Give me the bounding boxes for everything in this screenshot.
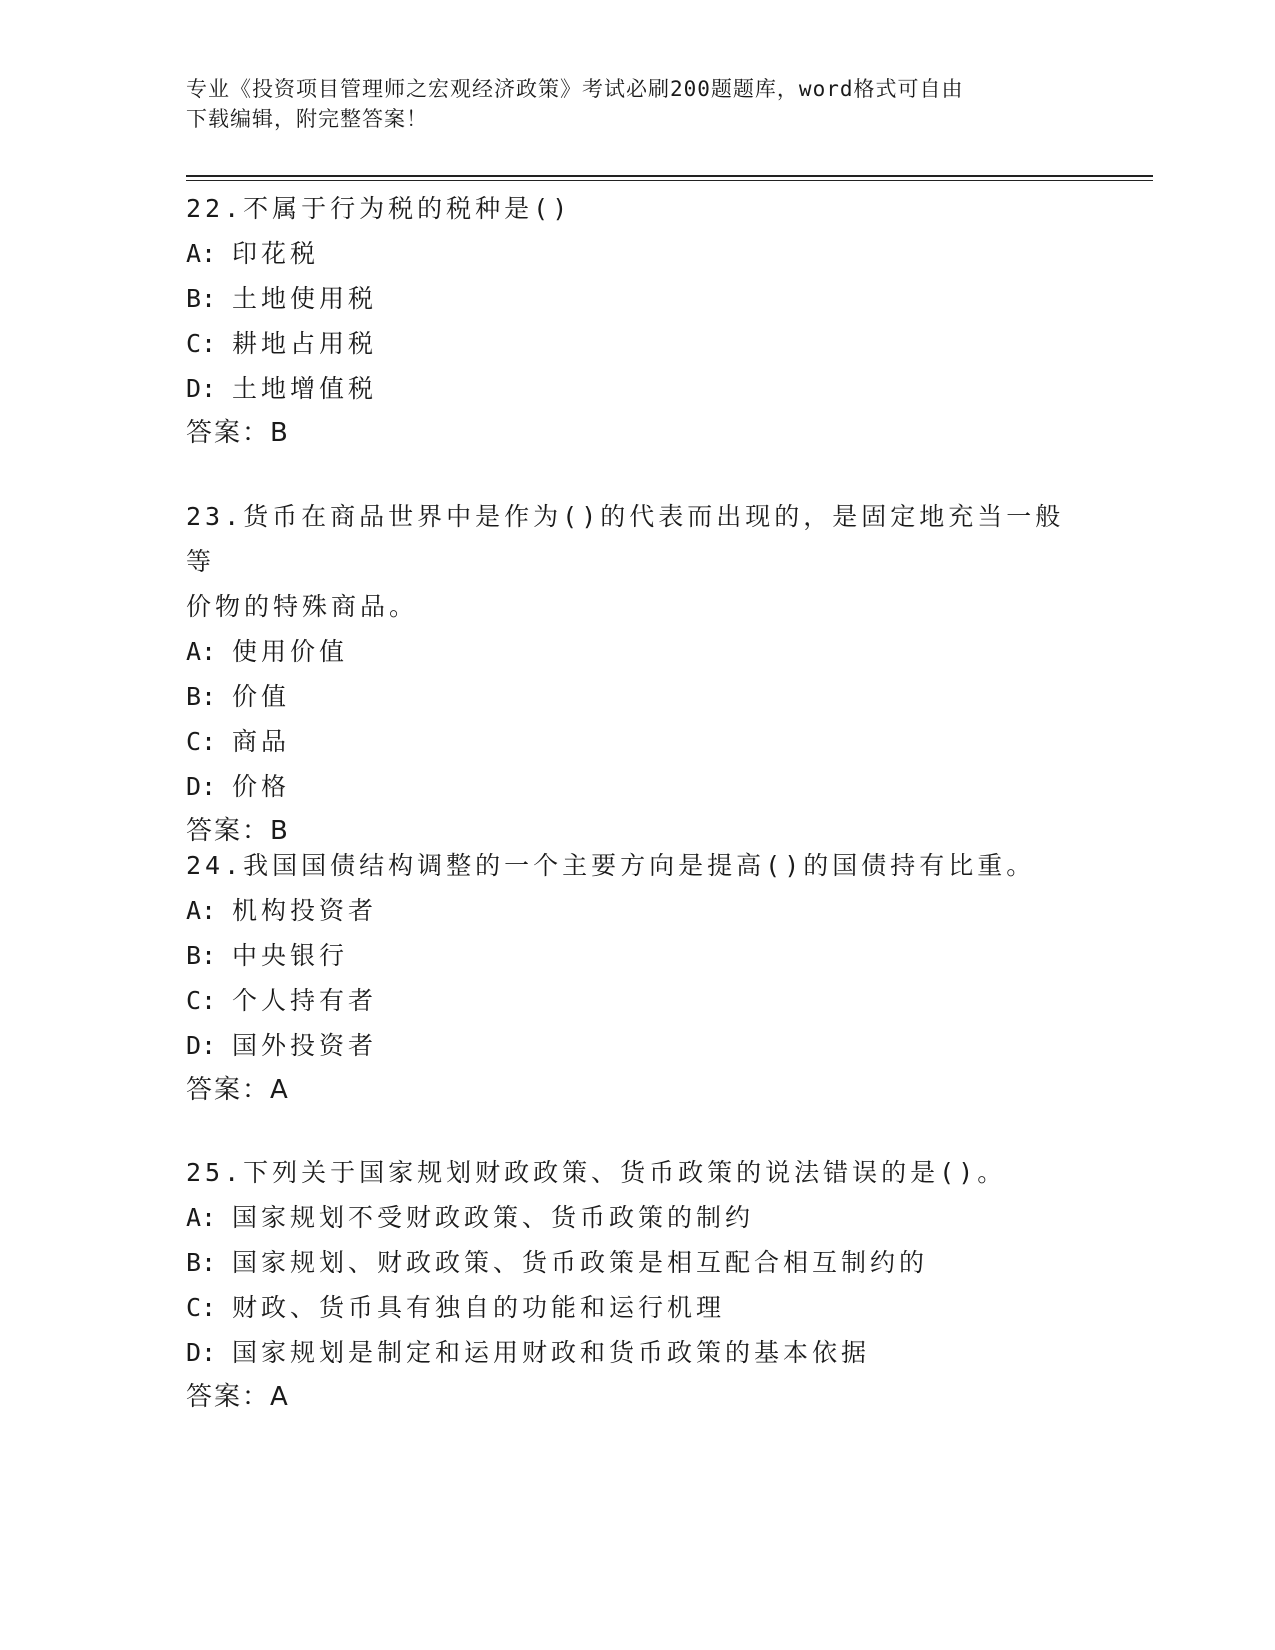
- option-text: 价格: [232, 772, 291, 801]
- option-a: [186, 629, 1086, 674]
- option-key: A:: [186, 1203, 217, 1232]
- option-key: A:: [186, 637, 217, 666]
- option-key: D:: [186, 1031, 217, 1060]
- option-key: C:: [186, 329, 217, 358]
- option-d: [186, 764, 1086, 809]
- option-c: [186, 719, 1086, 764]
- question-title: 22.不属于行为税的税种是(): [186, 194, 572, 223]
- option-b: [186, 933, 1086, 978]
- option-b: [186, 674, 1086, 719]
- option-b: [186, 276, 1086, 321]
- option-key: D:: [186, 1338, 217, 1367]
- answer-label: 答案：B: [186, 418, 290, 448]
- question-title-line-2: 价物的特殊商品。: [186, 592, 419, 621]
- answer-label: 答案：B: [186, 816, 290, 846]
- option-d: [186, 366, 1086, 411]
- option-text: 国家规划、财政政策、货币政策是相互配合相互制约的: [232, 1248, 929, 1277]
- option-c: [186, 321, 1086, 366]
- option-text: 国家规划不受财政政策、货币政策的制约: [232, 1203, 755, 1232]
- option-text: 个人持有者: [232, 986, 378, 1015]
- option-a: [186, 1195, 1086, 1240]
- option-text: 使用价值: [232, 637, 349, 666]
- option-b: [186, 1240, 1086, 1285]
- option-text: 土地增值税: [232, 374, 378, 403]
- option-text: 商品: [232, 727, 291, 756]
- option-text: 耕地占用税: [232, 329, 378, 358]
- document-header: [186, 74, 1066, 134]
- option-text: 土地使用税: [232, 284, 378, 313]
- option-key: D:: [186, 374, 217, 403]
- option-key: B:: [186, 682, 217, 711]
- answer-label: 答案：A: [186, 1382, 290, 1412]
- option-text: 国家规划是制定和运用财政和货币政策的基本依据: [232, 1338, 871, 1367]
- header-divider-thin: [186, 180, 1153, 181]
- option-key: C:: [186, 986, 217, 1015]
- option-text: 机构投资者: [232, 896, 378, 925]
- option-text: 中央银行: [232, 941, 349, 970]
- option-c: [186, 978, 1086, 1023]
- header-line-2: 下载编辑，附完整答案！: [186, 107, 428, 131]
- option-key: A:: [186, 896, 217, 925]
- question-25: [186, 1150, 1086, 1420]
- question-24: [186, 843, 1086, 1113]
- option-key: C:: [186, 1293, 217, 1322]
- option-a: [186, 231, 1086, 276]
- option-key: B:: [186, 284, 217, 313]
- option-key: B:: [186, 1248, 217, 1277]
- option-key: B:: [186, 941, 217, 970]
- question-title: 25.下列关于国家规划财政政策、货币政策的说法错误的是()。: [186, 1158, 1007, 1187]
- question-title-line-1: 23.货币在商品世界中是作为()的代表而出现的，是固定地充当一般等: [186, 502, 1065, 576]
- header-divider-thick: [186, 175, 1153, 177]
- option-a: [186, 888, 1086, 933]
- question-title: 24.我国国债结构调整的一个主要方向是提高()的国债持有比重。: [186, 851, 1036, 880]
- question-23: [186, 494, 1086, 854]
- answer-label: 答案：A: [186, 1075, 290, 1105]
- option-text: 国外投资者: [232, 1031, 378, 1060]
- option-d: [186, 1023, 1086, 1068]
- option-key: C:: [186, 727, 217, 756]
- option-key: A:: [186, 239, 217, 268]
- option-text: 价值: [232, 682, 291, 711]
- option-text: 财政、货币具有独自的功能和运行机理: [232, 1293, 726, 1322]
- option-d: [186, 1330, 1086, 1375]
- option-c: [186, 1285, 1086, 1330]
- header-line-1: 专业《投资项目管理师之宏观经济政策》考试必刷200题题库，word格式可自由: [186, 77, 964, 101]
- question-22: [186, 186, 1086, 456]
- option-text: 印花税: [232, 239, 320, 268]
- option-key: D:: [186, 772, 217, 801]
